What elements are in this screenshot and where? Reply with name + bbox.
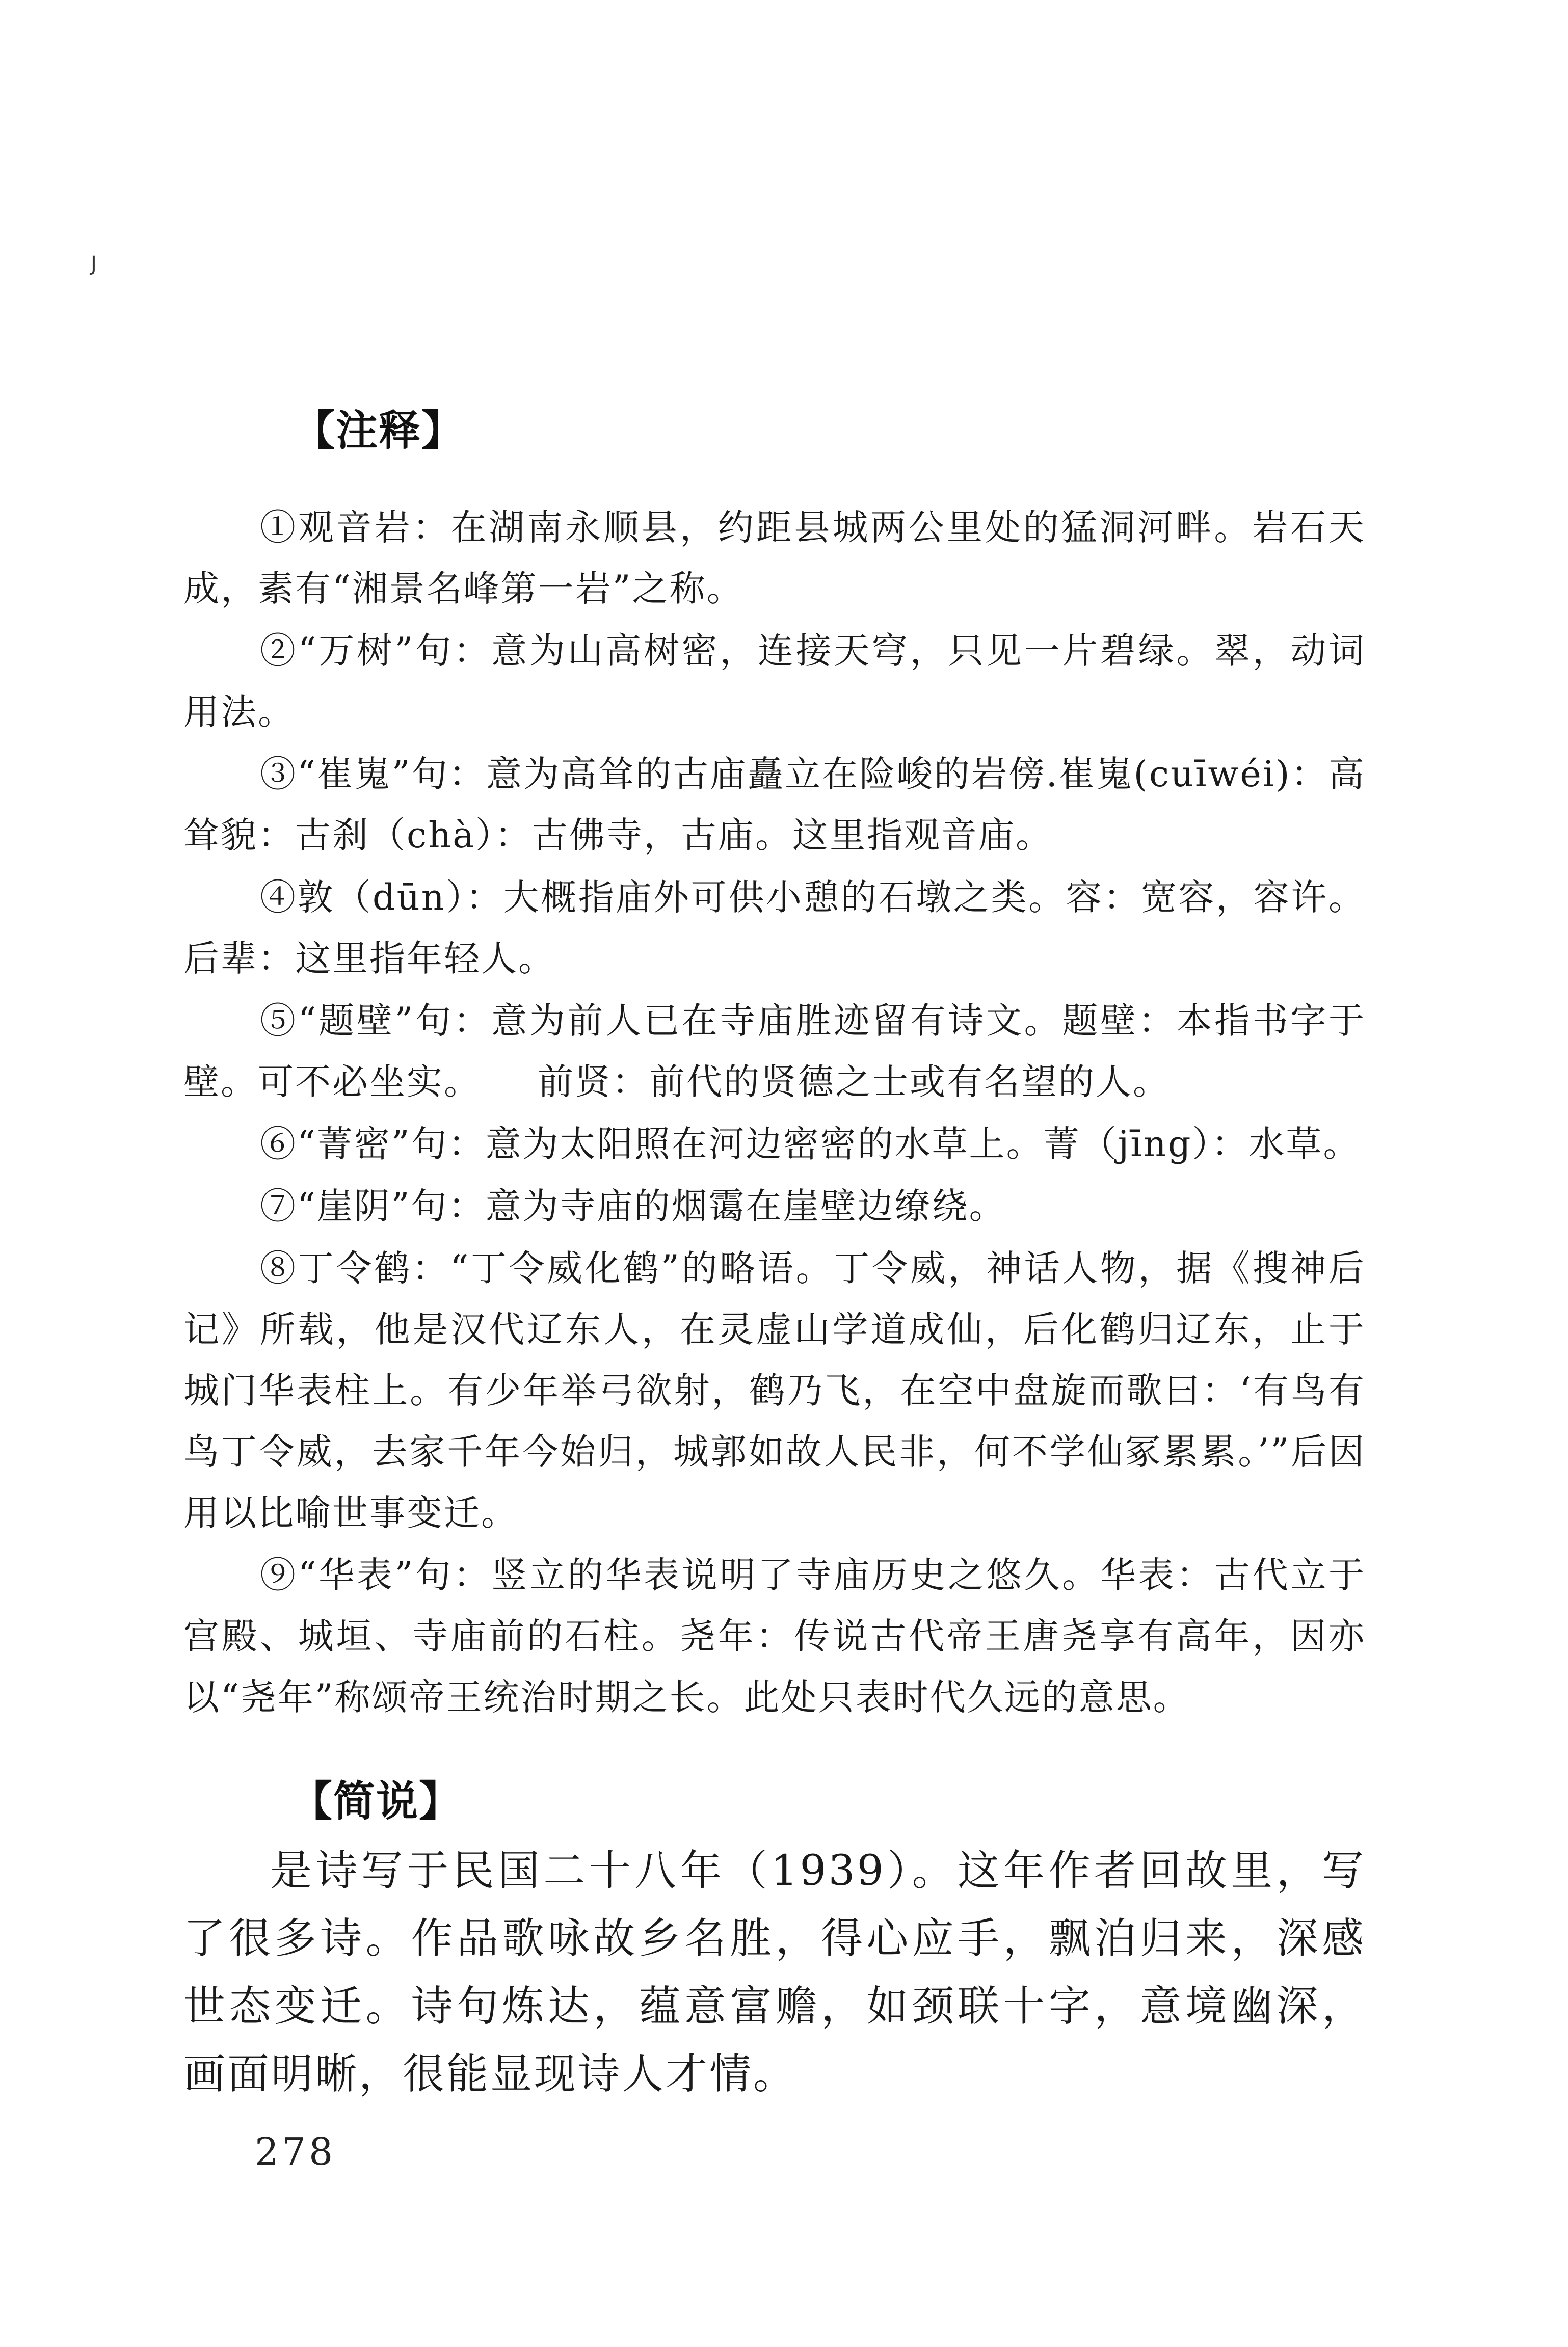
note-2: ②“万树”句：意为山高树密，连接天穹，只见一片碧绿。翠，动词用法。: [183, 630, 1366, 733]
brief-heading: 【简说】: [290, 1777, 462, 1826]
stray-mark: J: [91, 252, 97, 276]
note-8: ⑧丁令鹤：“丁令威化鹤”的略语。丁令威，神话人物，据《搜神后记》所载，他是汉代辽东人，在灵虚山学道成仙，后化鹤归辽东，止于城门华表柱上。有少年举弓欲射，鹤乃飞，在空中盘旋而歌曰：‘有鸟有鸟丁令威，去家千年今始归，城郭如故人民非，何不学仙冢累累。’”后因用以比喻世事变迁。: [183, 1247, 1366, 1534]
note-7: ⑦“崖阴”句：意为寺庙的烟霭在崖壁边缭绕。: [260, 1185, 1006, 1227]
page-number: 278: [255, 2130, 336, 2174]
note-9: ⑨“华表”句：竖立的华表说明了寺庙历史之悠久。华表：古代立于宫殿、城垣、寺庙前的石柱。尧年：传说古代帝王唐尧享有高年，因亦以“尧年”称颂帝王统治时期之长。此处只表时代久远的意思。: [183, 1554, 1366, 1718]
note-3: ③“崔嵬”句：意为高耸的古庙矗立在险峻的岩傍.崔嵬(cuīwéi)：高耸貌：古刹（chà）：古佛寺，古庙。这里指观音庙。: [183, 753, 1366, 856]
note-4: ④敦（dūn）：大概指庙外可供小憩的石墩之类。容：宽容，容许。后辈：这里指年轻人。: [183, 876, 1366, 979]
notes-section: [183, 497, 1366, 1729]
brief-paragraph: 是诗写于民国二十八年（1939）。这年作者回故里，写了很多诗。作品歌咏故乡名胜，得心应手，飘泊归来，深感世态变迁。诗句炼达，蕴意富赡，如颈联十字，意境幽深，画面明晰，很能显现诗人才情。: [183, 1847, 1366, 2098]
brief-section: [183, 1837, 1366, 2108]
note-1: ①观音岩：在湖南永顺县，约距县城两公里处的猛洞河畔。岩石天成，素有“湘景名峰第一岩”之称。: [183, 506, 1366, 609]
notes-heading: 【注释】: [293, 407, 465, 455]
note-5: ⑤“题壁”句：意为前人已在寺庙胜迹留有诗文。题壁：本指书字于壁。可不必坐实。 前贤：前代的贤德之士或有名望的人。: [183, 1000, 1366, 1103]
note-6: ⑥“菁密”句：意为太阳照在河边密密的水草上。菁（jīng）：水草。: [260, 1123, 1361, 1165]
